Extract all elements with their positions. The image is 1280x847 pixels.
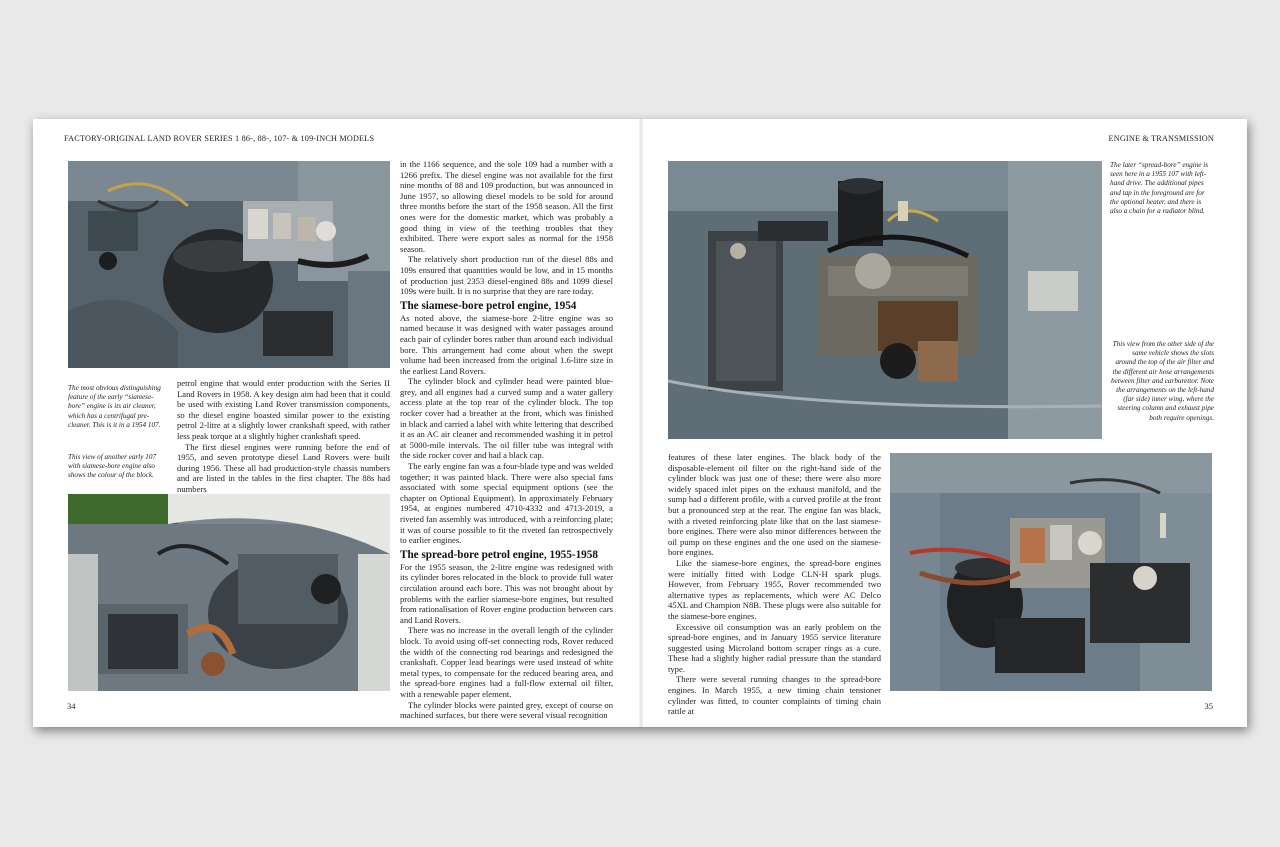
paragraph: Like the siamese-bore engines, the spread-bore engines were initially fitted with Lodge CLN-H spark plugs. However, from February 1955, Rover recommended two alternative types as replacements, which were AC Delco 45XL and Champion N8B. These plugs were also suitable for the siamese-bore engines. xyxy=(668,557,881,621)
paragraph: There was no increase in the overall length of the cylinder block. To avoid using off-set connecting rods, Rover reduced the width of the connecting rod bearings and redesigned the crankshaft. Copper lead bearings were used instead of white metal types, to compensate for the reduced bearing area, and the spread-bore engines had a full-flow external oil filter, with a renewable paper element. xyxy=(400,625,613,699)
paragraph: The early engine fan was a four-blade type and was welded together; it was painted black. There were also special fans associated with some special equipment options (see the chapter on Optional Equipment). In approximately February 1954, at engines numbered 4710-4332 and 4713-2019, a riveted fan assembly was introduced, with a reinforcing plate; it was of course possible to fit the riveted fan retrospectively to earlier engines. xyxy=(400,461,613,546)
text-column-middle xyxy=(400,159,613,721)
caption-photo-4: This view from the other side of the same vehicle shows the slots around the top of the air filter and the different air hose arrangements between filter and carburettor. Note the arrangements on the left-hand (far side) inner wing, where the steering column and exhaust pipe both require openings. xyxy=(1111,340,1214,422)
paragraph: The cylinder blocks were painted grey, except of course on machined surfaces, but there were several visual recognition xyxy=(400,699,613,721)
caption-photo-2: This view of another early 107 with siamese-bore engine also shows the colour of the block. xyxy=(68,453,157,480)
paragraph: For the 1955 season, the 2-litre engine was redesigned with its cylinder bores relocated in the block to provide full water circulation around each bore. This was not brought about by problems with the earlier siamese-bore engines, but resulted from rationalisation of Rover engine production between cars and Land Rovers. xyxy=(400,561,613,625)
book-spread xyxy=(33,119,1247,727)
running-head-left: FACTORY-ORIGINAL LAND ROVER SERIES 1 86-, 88-, 107- & 109-INCH MODELS xyxy=(64,134,375,143)
paragraph: There were several running changes to the spread-bore engines. In March 1955, a new timing chain tensioner cylinder was fitted, to counter complaints of timing chain rattle at xyxy=(668,674,881,717)
page-number-right: 35 xyxy=(1204,701,1213,711)
paragraph: The cylinder block and cylinder head were painted blue-grey, and all engines had a curved sump and a water gallery access plate at the top rear of the cylinder block. The top rocker cover had a breather at the front, which was finished in black and carried a label with white lettering that described it as an AC air cleaner and recommended washing it in petrol at 5000-mile intervals. The oil filler tube was integral with the side rocker cover and had a black cap. xyxy=(400,376,613,461)
caption-photo-3: The later “spread-bore” engine is seen here in a 1955 107 with left-hand drive. The additional pipes and tap in the foreground are for the optional heater, and there is also a chain for a radiator blind. xyxy=(1110,161,1209,216)
paragraph: Excessive oil consumption was an early problem on the spread-bore engines, and in January 1955 service literature suggested using Microland bottom scraper rings as a cure. These had a slightly higher radial pressure than the standard type. xyxy=(668,621,881,674)
running-head-right: ENGINE & TRANSMISSION xyxy=(1108,134,1214,143)
section-heading-spread-bore: The spread-bore petrol engine, 1955-1958 xyxy=(400,548,598,561)
paragraph: As noted above, the siamese-bore 2-litre engine was so named because it was designed with water passages around each pair of cylinder bores rather than around each individual bore. This arrangement had come about when the swept volume had been increased from the original 1.6-litre size in the earliest Land Rovers. xyxy=(400,312,613,376)
caption-photo-1: The most obvious distinguishing feature of the early “siamese-bore” engine is its air cleaner, which has a centrifugal pre-cleaner. This is it in a 1954 107. xyxy=(68,384,161,429)
text-column-left xyxy=(177,378,390,494)
photo-siamese-bore-engine-1954-107 xyxy=(68,161,390,368)
photo-spread-bore-engine-1955-107 xyxy=(668,161,1102,439)
photo-another-early-107-engine xyxy=(68,494,390,691)
paragraph: petrol engine that would enter production with the Series II Land Rovers in 1958. A key design aim had been that it could be used with existing Land Rover transmission components, so the diesel engine boasted similar power to the existing petrol 2-litre at a slightly lower crankshaft speed, with rather less peak torque at a slightly higher crankshaft speed. xyxy=(177,378,390,441)
text-column-right xyxy=(668,452,881,717)
section-heading-siamese-bore: The siamese-bore petrol engine, 1954 xyxy=(400,299,577,312)
page-gutter xyxy=(639,119,643,727)
paragraph: in the 1166 sequence, and the sole 109 had a number with a 1266 prefix. The diesel engine was not available for the first nine months of 88 and 109 production, but was announced in June 1957, so allowing diesel models to be sold for around three months before the start of the 1958 season. All the first ones were for the domestic market, which was probably a good thing in view of the teething troubles that they exhibited. There were export sales as normal for the 1958 season. xyxy=(400,159,613,254)
paragraph: The relatively short production run of the diesel 88s and 109s ensured that quantities would be low, and in 15 months of production just 2353 diesel-engined 88s and 1099 diesel 109s were built. It is no surprise that they are rare today. xyxy=(400,254,613,297)
page-number-left: 34 xyxy=(67,701,76,711)
paragraph: The first diesel engines were running before the end of 1955, and seven prototype diesel Land Rovers were built during 1956. These all had production-style chassis numbers and are listed in the tables in the first chapter. The 88s had numbers xyxy=(177,441,390,494)
paragraph: features of these later engines. The black body of the disposable-element oil filter on the right-hand side of the cylinder block was just one of these; there were also more widely spaced inlet pipes on the exhaust manifold, and the sump had a different profile, with a curved profile at the front but a pronounced step at the rear. The engine fan was black, with a riveted reinforcing plate like that on the last siamese-bore engines. There were also minor differences between the oil pump on these engines and the one used on the siamese-bore engines. xyxy=(668,452,881,558)
photo-spread-bore-other-side xyxy=(890,453,1212,691)
